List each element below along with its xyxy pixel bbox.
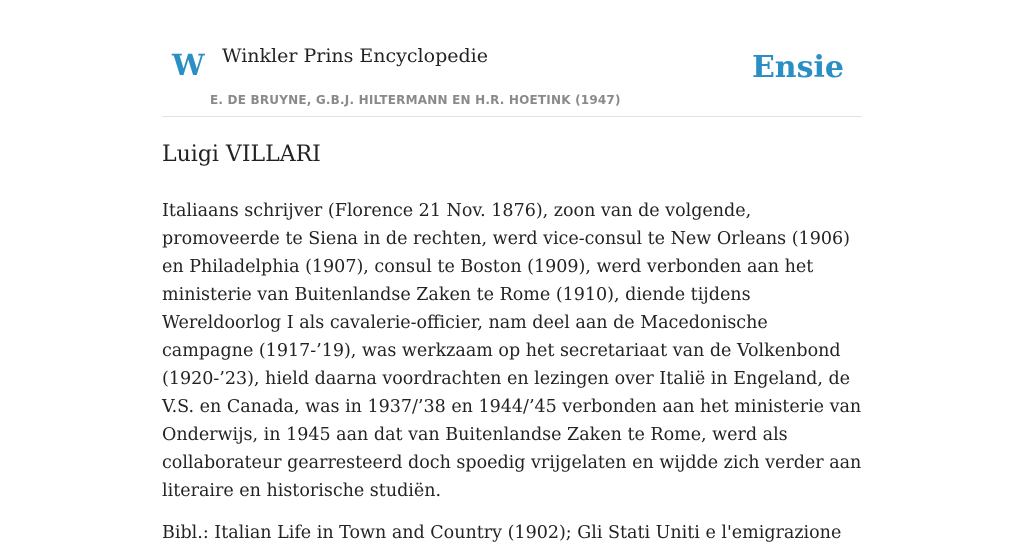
site-title-link[interactable]: Winkler Prins Encyclopedie — [222, 45, 488, 67]
authors-subtitle: E. DE BRUYNE, G.B.J. HILTERMANN EN H.R. HOETINK (1947) — [210, 93, 621, 107]
ensie-brand-link[interactable]: Ensie — [751, 50, 844, 85]
article-body: Italiaans schrijver (Florence 21 Nov. 1876), zoon van de volgende, promoveerde te Siena in de rechten, werd vice-consul te New Orleans (1906) en Philadelphia (1907), consul te Boston (1909), werd verbonden aan het ministerie van Buitenlandse Zaken te Rome (1910), diende tijdens Wereldoorlog I als cavalerie-officier, nam deel aan de Macedonische campagne (1917-’19), was werkzaam op het secretariaat van de Volkenbond (1920-’23), hield daarna voordrachten en lezingen over Italië in Engeland, de V.S. en Canada, was in 1937/’38 en 1944/’45 verbonden aan het ministerie van Onderwijs, in 1945 aan dat van Buitenlandse Zaken te Rome, werd als collaborateur gearresteerd doch spoedig vrijgelaten en wijdde zich verder aan literaire en historische studiën. — [162, 201, 862, 501]
winkler-prins-logo-icon[interactable]: W — [172, 48, 205, 82]
article — [162, 140, 862, 547]
article-bibliography: Bibl.: Italian Life in Town and Country (1902); Gli Stati Uniti e l'emigrazione — [162, 523, 842, 543]
site-header — [162, 0, 862, 117]
article-title: Luigi VILLARI — [162, 142, 321, 167]
